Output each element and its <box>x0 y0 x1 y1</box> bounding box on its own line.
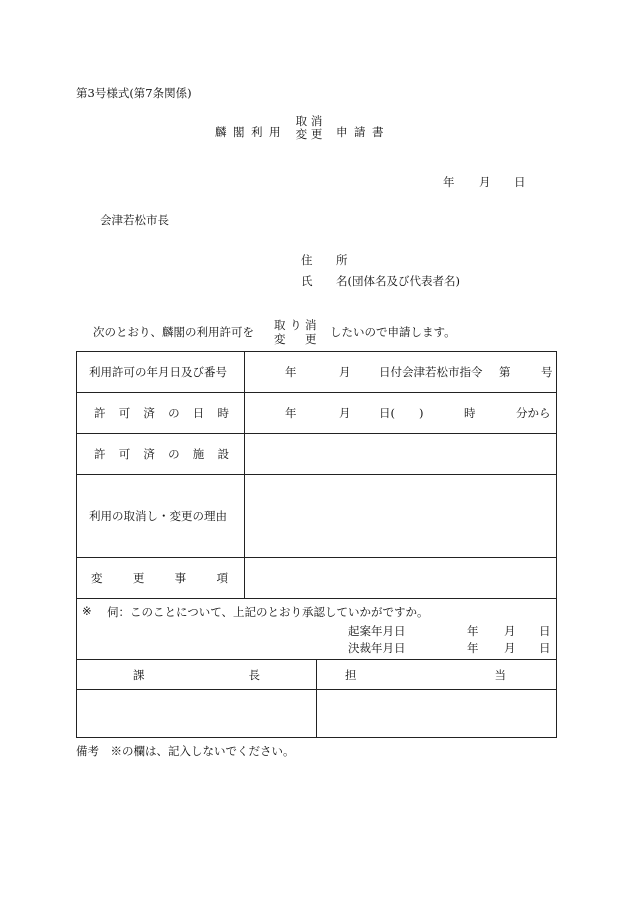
office-use-section: ※ 伺：このことについて、上記のとおり承認していかがですか。 起案年月日 年 月 日 決裁年月日 年 月 日 <box>77 599 557 660</box>
permit-number-label: 利用許可の年月日及び番号 <box>77 352 245 393</box>
signature-row <box>77 690 557 738</box>
form-number: 第3号様式(第7条関係) <box>76 86 192 100</box>
application-form-table <box>76 351 557 738</box>
permitted-facility-label: 許 可 済 の 施 設 <box>77 434 245 475</box>
reason-field[interactable] <box>245 475 557 558</box>
drafted-date-label: 起案年月日 <box>348 624 406 638</box>
title-char: 利 <box>251 125 263 139</box>
table-row <box>77 434 557 475</box>
title-char: 請 <box>354 125 366 139</box>
permitted-facility-field[interactable] <box>245 434 557 475</box>
signature-header-row <box>77 660 557 690</box>
title-char: 申 <box>336 125 348 139</box>
remarks: 備考 ※の欄は、記入しないでください。 <box>76 744 295 758</box>
chief-seal-box[interactable] <box>77 690 317 738</box>
permit-number-field[interactable]: 年 月 日付会津若松市指令 第 号 <box>245 352 557 393</box>
table-row <box>77 352 557 393</box>
office-mark: ※ <box>82 604 92 618</box>
chief-header: 課 長 <box>77 660 317 690</box>
staff-seal-box[interactable] <box>317 690 557 738</box>
address-label: 住 <box>301 253 313 267</box>
title-char: 麟 <box>215 125 227 139</box>
addressee: 会津若松市長 <box>100 213 169 227</box>
name-label: 名(団体名及び代表者名) <box>336 274 460 288</box>
permitted-datetime-field[interactable]: 年 月 日( ) 時 分から <box>245 393 557 434</box>
table-row <box>77 475 557 558</box>
change-items-label: 変 更 事 項 <box>77 558 245 599</box>
office-use-row <box>77 599 557 660</box>
table-row <box>77 558 557 599</box>
staff-header: 担 当 <box>317 660 557 690</box>
permitted-datetime-label: 許 可 済 の 日 時 <box>77 393 245 434</box>
address-label: 所 <box>336 253 348 267</box>
table-row <box>77 393 557 434</box>
title-choice: 取 消 変 更 <box>295 114 323 141</box>
name-label: 氏 <box>301 274 313 288</box>
title-char: 書 <box>372 125 384 139</box>
reason-label: 利用の取消し・変更の理由 <box>77 475 245 558</box>
title-char: 用 <box>269 125 281 139</box>
decided-date-label: 決裁年月日 <box>348 641 406 655</box>
title-char: 閣 <box>233 125 245 139</box>
change-items-field[interactable] <box>245 558 557 599</box>
office-inquiry: 伺：このことについて、上記のとおり承認していかがですか。 <box>107 605 429 619</box>
